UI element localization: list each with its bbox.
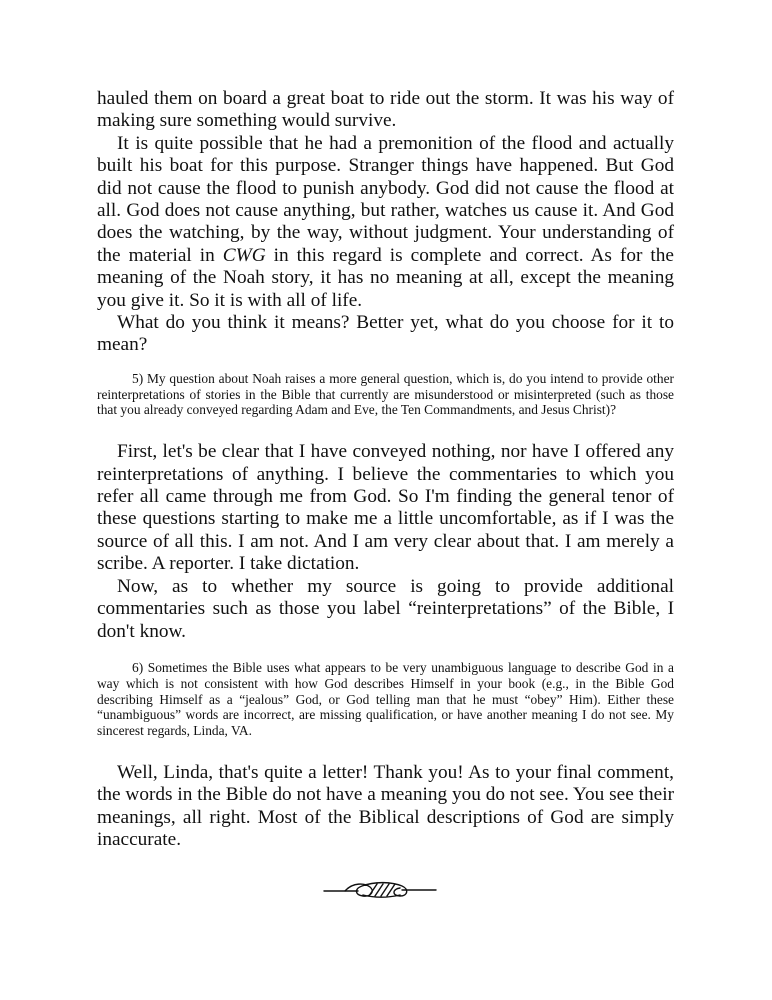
page-body <box>97 88 674 852</box>
flourish-ornament-icon <box>320 878 440 902</box>
paragraph-1: hauled them on board a great boat to ride out the storm. It was his way of making sure something would survive. <box>97 88 674 132</box>
paragraph-3: What do you think it means? Better yet, what do you choose for it to mean? <box>97 312 674 356</box>
reader-question-6: 6) Sometimes the Bible uses what appears to be very unambiguous language to describe God in a way which is not consistent with how God describes Himself in your book (e.g., in the Bible God describing Himself as a “jealous” God, or God telling man that he must “obey” Him). Either these “unambiguous” words are incorrect, are missing qualification, or have another meaning I do not see. My sincerest regards, Linda, VA. <box>97 659 674 739</box>
paragraph-2-start: It is quite possible that he had a premonition of the flood and actually built his boat for this purpose. Stranger things have happened. But God did not cause the flood to punish anybody. God did not cause the flood at all. God does not cause anything, but rather, watches us cause it. And God does the watching, by the way, without judgment. Your understanding of the material in <box>97 132 674 266</box>
paragraph-4: First, let's be clear that I have conveyed nothing, nor have I offered any reinterpretations of anything. I believe the commentaries to which you refer all came through me from God. So I'm finding the general tenor of these questions starting to make me a little uncomfortable, as if I was the source of all this. I am not. And I am very clear about that. I am merely a scribe. A reporter. I take dictation. <box>97 441 674 575</box>
paragraph-2-end: in this regard is complete and correct. As for the meaning of the Noah story, it has no meaning at all, except the meaning you give it. So it is with all of life. <box>97 244 674 311</box>
paragraph-5: Now, as to whether my source is going to provide additional commentaries such as those you label “reinterpretations” of the Bible, I don't know. <box>97 575 674 642</box>
paragraph-2 <box>97 133 674 312</box>
paragraph-6: Well, Linda, that's quite a letter! Thank you! As to your final comment, the words in the Bible do not have a meaning you do not see. You see their meanings, all right. Most of the Biblical descriptions of God are simply inaccurate. <box>97 761 674 851</box>
reader-question-5: 5) My question about Noah raises a more general question, which is, do you intend to provide other reinterpretations of stories in the Bible that currently are misunderstood or misinterpreted (such as those that you already conveyed regarding Adam and Eve, the Ten Commandments, and Jesus Christ)? <box>97 370 674 418</box>
cwg-title: CWG <box>222 244 266 266</box>
